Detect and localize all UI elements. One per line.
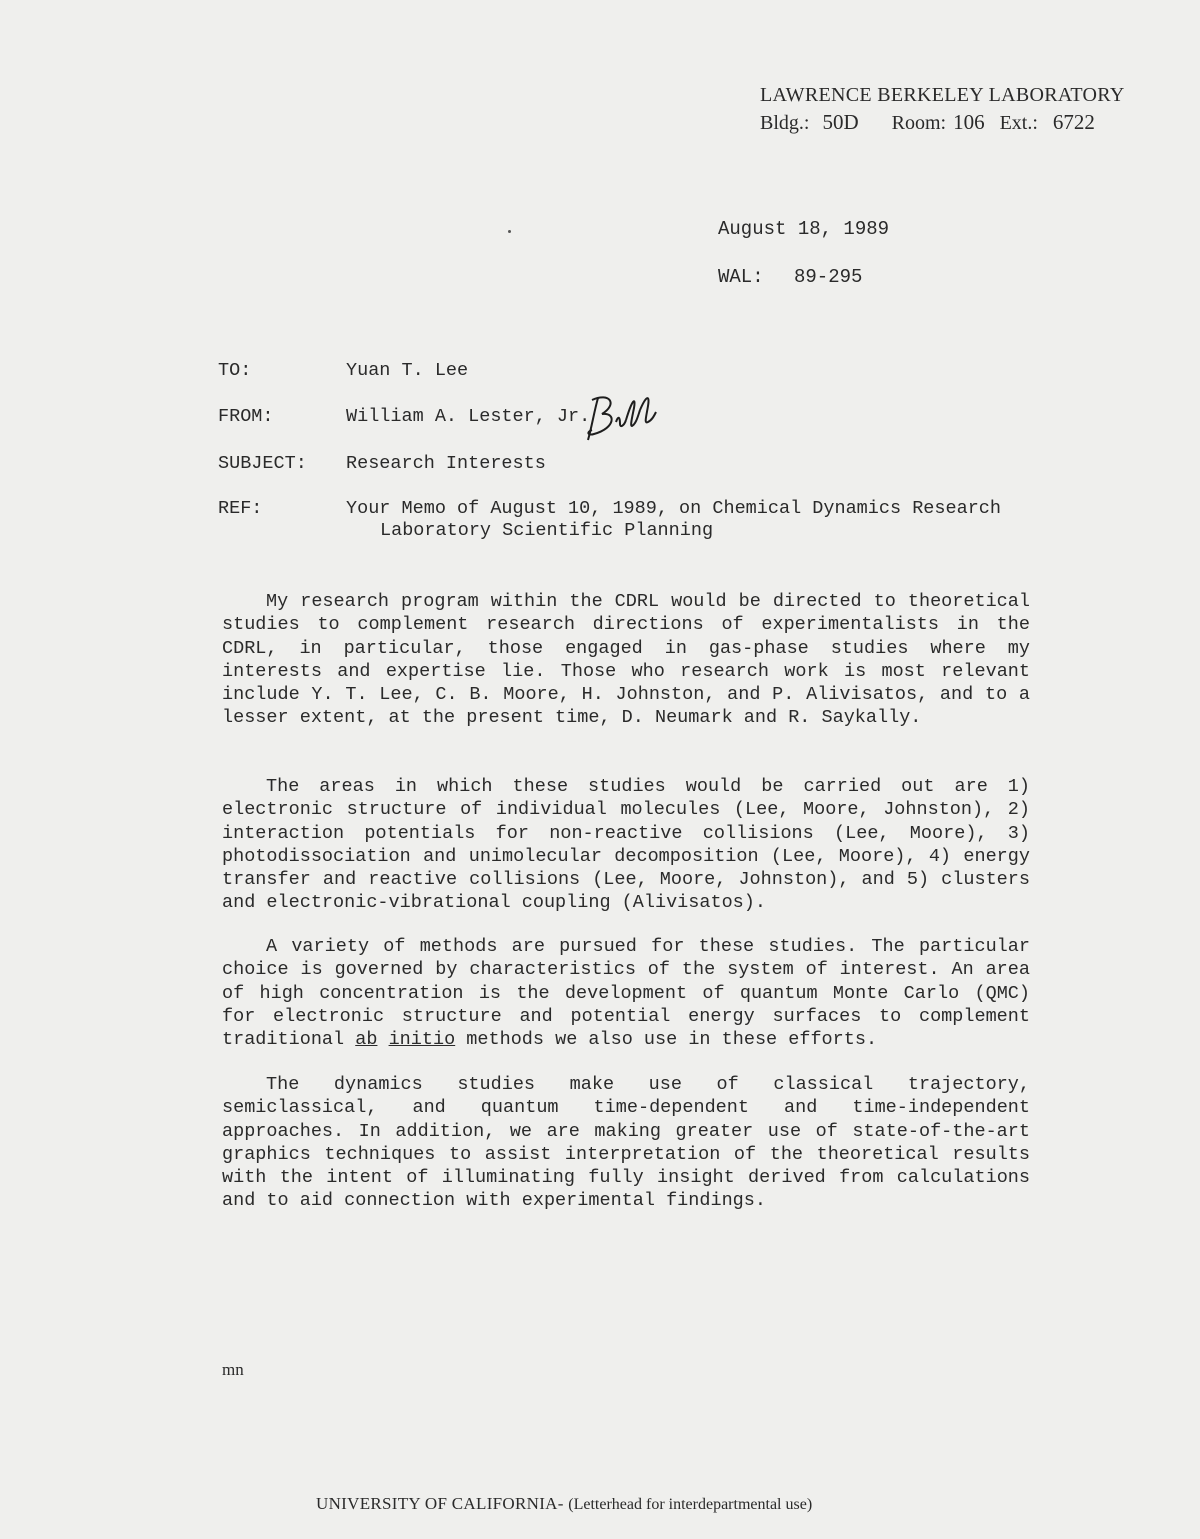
room-label: Room: — [891, 112, 947, 134]
ref-line-1: Your Memo of August 10, 1989, on Chemical Dynamics Research — [346, 498, 1002, 519]
to-value: Yuan T. Lee — [346, 360, 469, 381]
ext-label: Ext.: — [999, 112, 1038, 134]
from-value: William A. Lester, Jr. — [346, 406, 591, 427]
footer-note: (Letterhead for interdepartmental use) — [568, 1496, 813, 1513]
paragraph-2 — [222, 775, 1030, 915]
typist-initials: mn — [222, 1360, 244, 1379]
paragraph-2-text: The areas in which these studies would be carried out are 1) electronic structure of individual molecules (Lee, Moore, Johnston), 2) interaction potentials for non-reactive collisions (Lee, Moore), 3) photodissociation and unimolecular decomposition (Lee, Moore), 4) energy transfer and reactive collisions (Lee, Moore, Johnston), and 5) clusters and electronic-vibrational coupling (Alivisatos). — [222, 776, 1030, 914]
memo-date: August 18, 1989 — [718, 218, 890, 240]
paragraph-3-text-b: methods we also use in these efforts. — [466, 1029, 878, 1051]
bldg-label: Bldg.: — [760, 112, 810, 134]
paragraph-1-text: My research program within the CDRL would be directed to theoretical studies to complement research directions of experimentalists in the CDRL, in particular, those engaged in gas-phase studies where my interests and expertise lie. Those who research work is most relevant include Y. T. Lee, C. B. Moore, H. Johnston, and P. Alivisatos, and to a lesser extent, at the present time, D. Neumark and R. Saykally. — [222, 591, 1030, 729]
wal-value: 89-295 — [794, 266, 863, 288]
ref-label: REF: — [218, 498, 263, 519]
signature-bill — [580, 390, 660, 446]
footer — [316, 1494, 812, 1514]
paragraph-1 — [222, 590, 1030, 730]
paragraph-3 — [222, 935, 1030, 1051]
from-label: FROM: — [218, 406, 274, 427]
speck — [508, 230, 511, 233]
wal-label: WAL: — [718, 266, 764, 288]
lab-name: LAWRENCE BERKELEY LABORATORY — [760, 84, 1125, 106]
ext-value: 6722 — [1052, 110, 1095, 134]
paragraph-3-text-a: A variety of methods are pursued for these studies. The particular choice is governed by characteristics of the system of interest. An area of high concentration is the development of quantum Monte Carlo (QMC) for electronic structure and potential energy surfaces to complement traditional — [222, 936, 1030, 1051]
paragraph-4-text: The dynamics studies make use of classical trajectory, semiclassical, and quantum time-dependent and time-independent approaches. In addition, we are making greater use of state-of-the-art graphics techniques to assist interpretation of the theoretical results with the intent of illuminating fully insight derived from calculations and to aid connection with experimental findings. — [222, 1074, 1030, 1212]
ref-line-2: Laboratory Scientific Planning — [380, 520, 714, 541]
wal-number — [718, 266, 863, 288]
lab-location — [760, 110, 1095, 135]
underlined-ab: ab — [355, 1029, 378, 1051]
subject-label: SUBJECT: — [218, 453, 307, 474]
room-value: 106 — [953, 110, 985, 134]
paragraph-4 — [222, 1073, 1030, 1213]
underlined-initio: initio — [388, 1029, 456, 1051]
bldg-value: 50D — [822, 110, 859, 134]
footer-org: UNIVERSITY OF CALIFORNIA- — [316, 1494, 564, 1513]
subject-value: Research Interests — [346, 453, 546, 474]
to-label: TO: — [218, 360, 252, 381]
